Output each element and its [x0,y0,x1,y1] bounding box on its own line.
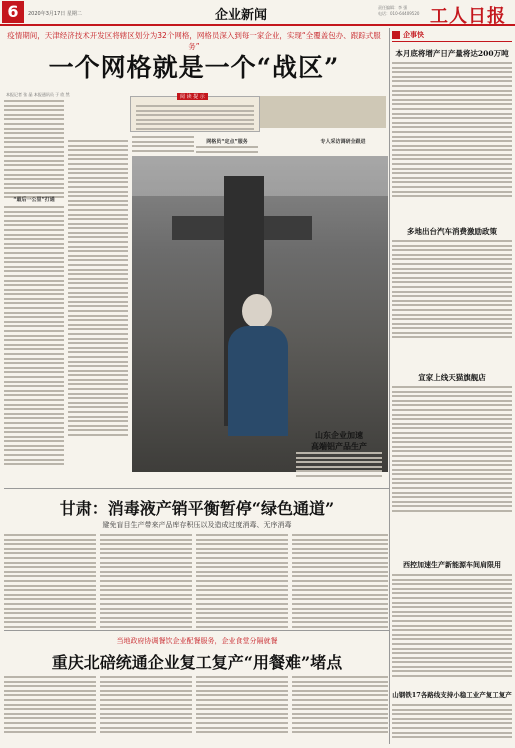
lead-kicker: 疫情期间，天津经济技术开发区将辖区划分为32个网格，网格员深入到每一家企业，实现“全覆盖包办、跟踪式服务” [7,31,381,51]
issue-date: 2020年3月17日 星期二 [28,11,82,17]
right-column-label: 企事快 [403,31,424,39]
photo-caption-text [296,452,382,480]
lead-byline: 本报记者 张 晶 本报通讯员 于 欣 然 [6,92,70,97]
paper-logo: 工人日报 [430,6,506,27]
lead-body-col-2 [68,140,128,439]
right-body-3 [392,386,512,515]
lead-inset-area [260,96,386,128]
lead-body-col-3 [132,136,194,154]
right-headline-3: 宣家上线天猫旗舰店 [418,373,486,382]
lead-body-col-1b [4,206,64,468]
reading-tip-box [130,96,260,132]
lead3-body-col-4 [292,676,388,736]
masthead [0,0,515,26]
lead-subhead-1: “最后一公里”打通 [13,197,55,203]
right-body-5 [392,704,512,741]
lead-headline: 一个网格就是一个“战区” [48,53,340,82]
right-body-1 [392,62,512,200]
lead2-subheadline: 避免盲目生产带来产品库存积压以及造成过度消毒、无序消毒 [102,521,292,529]
right-body-2 [392,240,512,341]
lead3-kicker: 当地政府协调餐饮企业配餐服务，企业食堂分隔就餐 [116,637,278,645]
lead-body-col-4 [196,146,258,155]
lead2-body-col-3 [196,534,288,630]
section-divider [4,488,390,489]
right-headline-1: 本月底将增产日产量将达200万吨 [395,49,509,58]
lead3-body-col-1 [4,676,96,736]
photo-caption-title: 山东企业加速 高端铝产品生产 [311,431,367,451]
page-number: 6 [2,1,24,23]
right-headline-2: 多地出台汽车消费激励政策 [407,227,497,236]
lead3-body-col-2 [100,676,192,736]
reading-tip-label: 阅 读 提 示 [177,93,208,100]
lead2-body-col-1 [4,534,96,630]
lead3-headline: 重庆北碚统通企业复工复产“用餐难”堵点 [51,653,343,672]
lead-subhead-3: 专人采访调研全跟进 [320,139,366,145]
lead3-body-col-3 [196,676,288,736]
right-body-4 [392,574,512,680]
column-divider [389,28,390,744]
lead2-headline: 甘肃：消毒液产销平衡暂停“绿色通道” [59,499,335,518]
factory-photo [132,156,388,472]
right-column-header [392,30,512,42]
section-marker-icon [392,31,400,39]
lead2-body-col-4 [292,534,388,630]
section-divider-2 [4,630,390,631]
editor-info: 责任编辑：李 强 电话：010-64409520 [378,5,420,16]
lead-body-col-1 [4,100,64,201]
lead2-body-col-2 [100,534,192,630]
right-headline-5: 山钢铁17各路线支持小稳工业产复工复产 [392,691,512,699]
reading-tip-text [136,105,254,133]
lead-subhead-2: 网格员“定点”服务 [206,139,248,145]
right-headline-4: 西控加速生产新能源车间肩限用 [403,560,501,569]
section-title: 企业新闻 [215,8,268,23]
